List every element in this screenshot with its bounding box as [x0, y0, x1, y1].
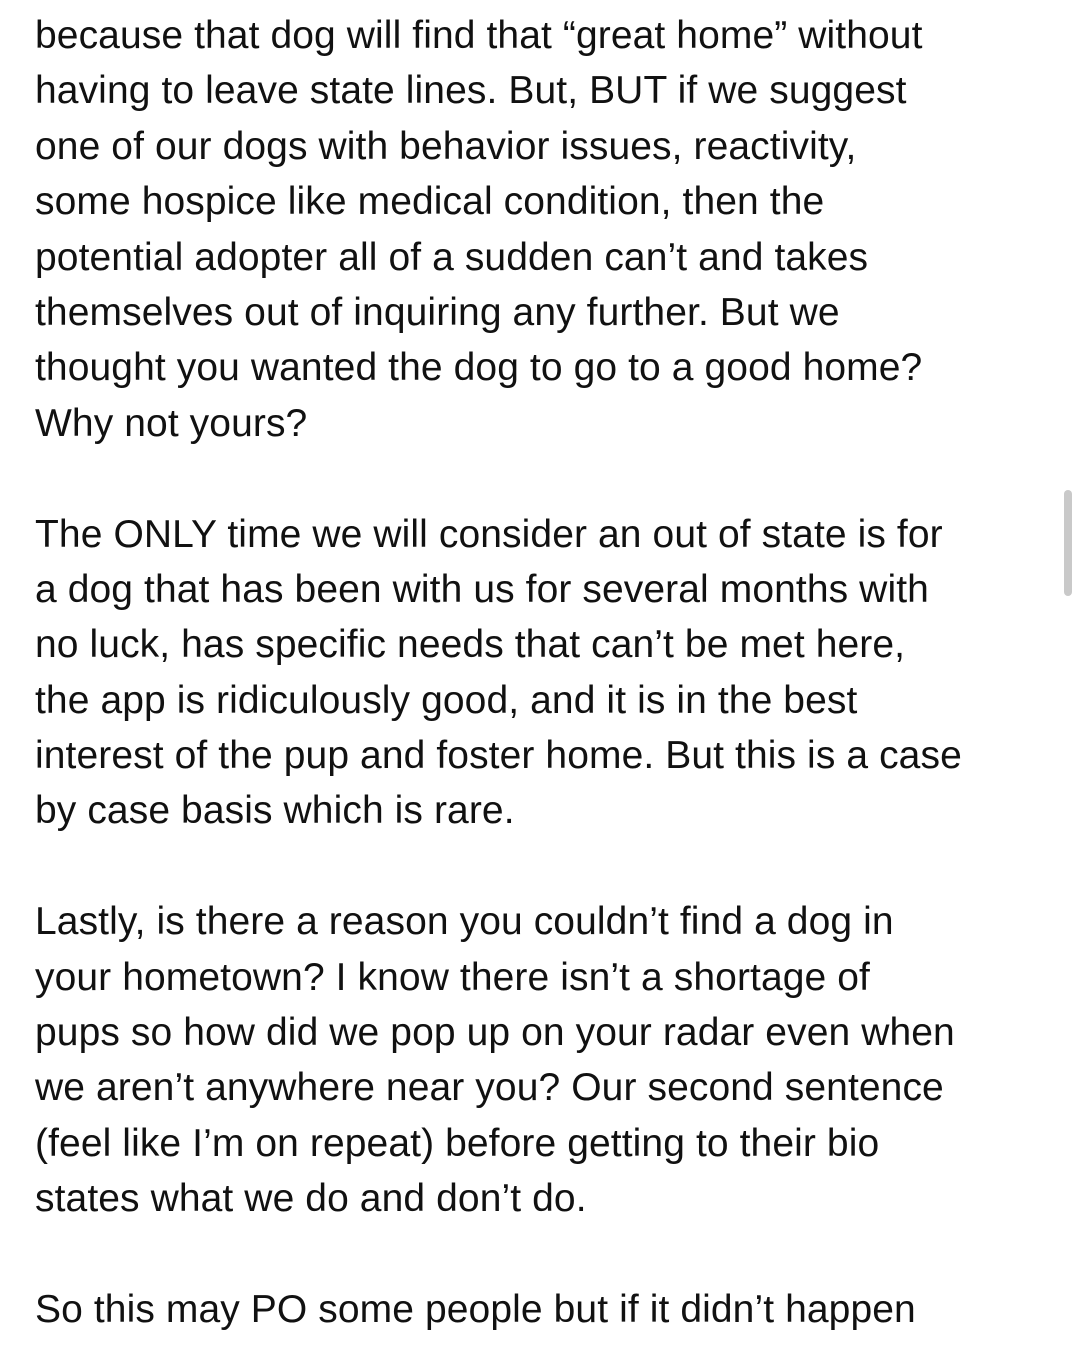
text-line: some hospice like medical condition, then the	[35, 180, 825, 224]
text-line: no luck, has specific needs that can’t be met here,	[35, 623, 906, 667]
text-line: having to leave state lines. But, BUT if we suggest	[35, 69, 907, 113]
text-line: a dog that has been with us for several months with	[35, 567, 929, 611]
text-line: Why not yours?	[35, 401, 308, 445]
text-line: pups so how did we pop up on your radar even when	[35, 1011, 955, 1055]
text-line: interest of the pup and foster home. But this is a case	[35, 734, 962, 778]
paragraph-spacer	[35, 1227, 1065, 1282]
text-line: one of our dogs with behavior issues, reactivity,	[35, 124, 857, 168]
paragraph-1	[35, 8, 1065, 451]
paragraph-2	[35, 507, 1065, 839]
note-body	[35, 8, 1065, 1337]
text-line: So this may PO some people but if it didn’t happen	[35, 1287, 916, 1331]
paragraph-spacer	[35, 451, 1065, 506]
paragraph-spacer	[35, 839, 1065, 894]
vertical-scrollbar[interactable]	[1064, 490, 1072, 596]
text-line: Lastly, is there a reason you couldn’t find a dog in	[35, 900, 894, 944]
text-line: states what we do and don’t do.	[35, 1177, 587, 1221]
text-line: because that dog will find that “great home” without	[35, 14, 923, 57]
text-line: we aren’t anywhere near you? Our second sentence	[35, 1066, 944, 1110]
text-line: potential adopter all of a sudden can’t and takes	[35, 235, 869, 279]
text-line: your hometown? I know there isn’t a shortage of	[35, 955, 870, 999]
text-line: (feel like I’m on repeat) before getting to their bio	[35, 1121, 880, 1165]
paragraph-3	[35, 894, 1065, 1226]
text-line: The ONLY time we will consider an out of state is for	[35, 512, 943, 556]
text-line: by case basis which is rare.	[35, 789, 515, 833]
paragraph-4	[35, 1282, 1065, 1337]
text-line: themselves out of inquiring any further. But we	[35, 290, 840, 334]
text-line: the app is ridiculously good, and it is in the best	[35, 678, 858, 722]
text-line: thought you wanted the dog to go to a good home?	[35, 346, 923, 390]
